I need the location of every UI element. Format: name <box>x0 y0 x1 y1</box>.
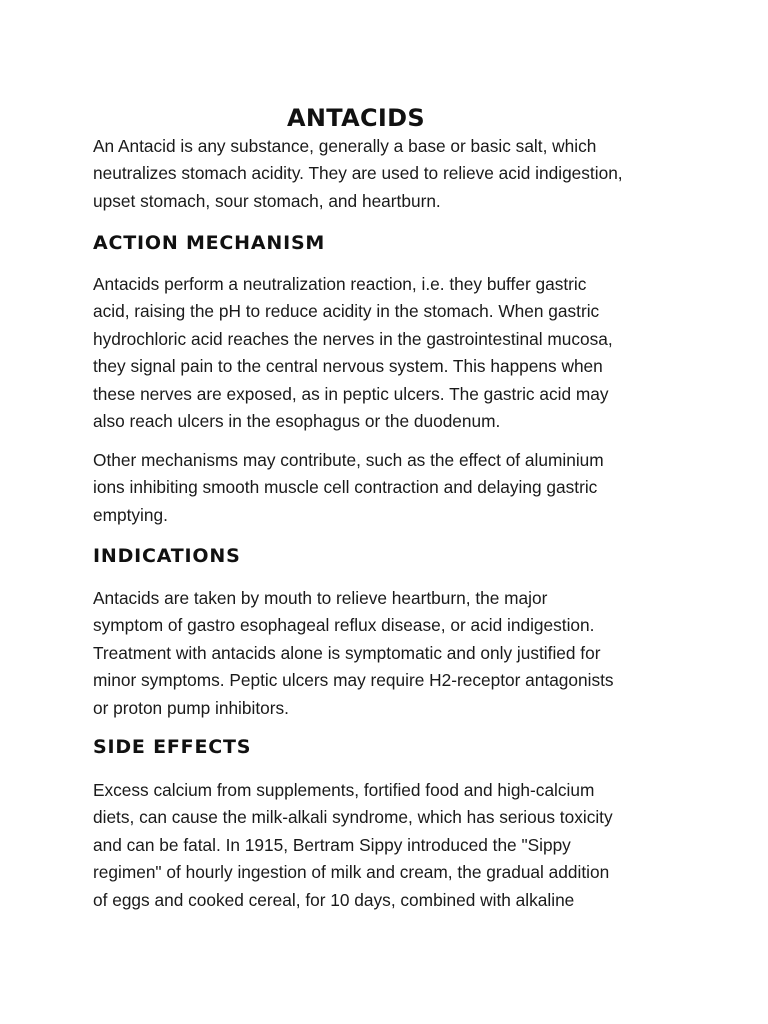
text-line: upset stomach, sour stomach, and heartburn. <box>93 190 441 211</box>
text-line: Antacids are taken by mouth to relieve heartburn, the major <box>93 588 548 608</box>
side-effects-paragraph <box>93 777 693 914</box>
text-line: Other mechanisms may contribute, such as the effect of aluminium <box>93 450 604 470</box>
indications-paragraph <box>93 585 693 722</box>
text-line: Excess calcium from supplements, fortified food and high-calcium <box>93 780 595 800</box>
text-line: hydrochloric acid reaches the nerves in the gastrointestinal mucosa, <box>93 328 613 349</box>
text-line: these nerves are exposed, as in peptic ulcers. The gastric acid may <box>93 383 609 404</box>
text-line: acid, raising the pH to reduce acidity in the stomach. When gastric <box>93 301 600 322</box>
section-heading-side-effects: SIDE EFFECTS <box>93 736 252 758</box>
section-heading-action-mechanism: ACTION MECHANISM <box>93 232 326 254</box>
text-line: An Antacid is any substance, generally a base or basic salt, which <box>93 136 597 156</box>
action-mechanism-paragraph-1 <box>93 271 693 435</box>
text-line: they signal pain to the central nervous system. This happens when <box>93 356 603 377</box>
text-line: minor symptoms. Peptic ulcers may require H2-receptor antagonists <box>93 670 614 691</box>
text-line: of eggs and cooked cereal, for 10 days, combined with alkaline <box>93 889 575 910</box>
text-line: ions inhibiting smooth muscle cell contraction and delaying gastric <box>93 477 598 498</box>
text-line: Treatment with antacids alone is symptomatic and only justified for <box>93 642 601 663</box>
text-line: or proton pump inhibitors. <box>93 697 289 718</box>
text-line: emptying. <box>93 504 168 525</box>
text-line: symptom of gastro esophageal reflux disease, or acid indigestion. <box>93 615 595 636</box>
document-title: ANTACIDS <box>287 104 425 133</box>
text-line: regimen" of hourly ingestion of milk and cream, the gradual addition <box>93 862 610 883</box>
intro-paragraph <box>93 133 693 215</box>
text-line: and can be fatal. In 1915, Bertram Sippy introduced the "Sippy <box>93 834 571 855</box>
text-line: Antacids perform a neutralization reaction, i.e. they buffer gastric <box>93 274 587 294</box>
text-line: also reach ulcers in the esophagus or the duodenum. <box>93 411 501 432</box>
action-mechanism-paragraph-2 <box>93 447 693 529</box>
section-heading-indications: INDICATIONS <box>93 545 241 567</box>
text-line: neutralizes stomach acidity. They are used to relieve acid indigestion, <box>93 163 623 184</box>
text-line: diets, can cause the milk-alkali syndrome, which has serious toxicity <box>93 807 613 828</box>
